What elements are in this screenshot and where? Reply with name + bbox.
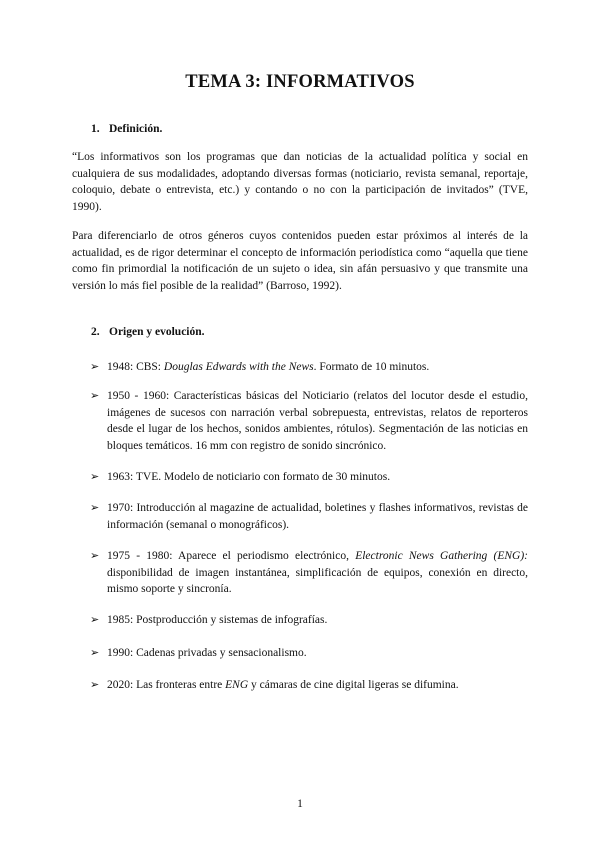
list-item: ➢ 1950 - 1960: Características básicas del Noticiario (relatos del locutor desde el estudio, imágenes de sucesos con narración verbal sobrepuesta, entrevistas, relatos de reporteros desde el lugar de los hechos, sonidos ambientes, rótulos). Segmentación de las noticias en bloques temáticos. 16 mm con registro de sonido sincrónico. (90, 389, 528, 452)
section-title: Origen y evolución. (109, 326, 205, 338)
section-title: Definición. (109, 123, 163, 135)
arrow-right-icon: ➢ (90, 470, 100, 483)
eng-term: Electronic News Gathering (ENG): (355, 550, 529, 562)
section-number: 1. (91, 123, 100, 135)
program-title: Douglas Edwards with the News (163, 361, 314, 373)
context-paragraph: Para diferenciarlo de otros géneros cuyos contenidos pueden estar próximos al interés de la actualidad, es de rigor determinar el concepto de información periodística como “aquella que tiene como fin primordial la notificación de un sujeto o idea, sin afán persuasivo y que transmite una versión lo más fiel posible de la realidad” (Barroso, 1992). (72, 230, 528, 292)
eng-term: ENG (225, 679, 249, 691)
arrow-right-icon: ➢ (90, 613, 100, 626)
list-item: ➢ 1948: CBS: Douglas Edwards with the News. Formato de 10 minutos. (90, 359, 528, 376)
arrow-right-icon: ➢ (90, 389, 100, 402)
arrow-right-icon: ➢ (90, 646, 100, 659)
arrow-right-icon: ➢ (90, 501, 100, 514)
arrow-right-icon: ➢ (90, 678, 100, 691)
section-heading-definicion (91, 121, 162, 138)
document-title: TEMA 3: INFORMATIVOS (185, 72, 415, 92)
section-number: 2. (91, 326, 100, 338)
definition-paragraph: “Los informativos son los programas que dan noticias de la actualidad política y social en cualquiera de sus modalidades, adoptando diversas formas (noticiario, revista semanal, reportaje, coloquio, debate o entrevista, etc.) y contando o no con la participación de invitados” (TVE, 1990). (72, 151, 528, 213)
list-item: ➢ 1975 - 1980: Aparece el periodismo electrónico, Electronic News Gathering (ENG): disponibilidad de imagen instantánea, simplificación de equipos, conexión en directo, mismo soporte y sincronía. (90, 549, 529, 595)
arrow-right-icon: ➢ (90, 549, 100, 562)
list-item: ➢ 1963: TVE. Modelo de noticiario con formato de 30 minutos. (90, 469, 528, 486)
arrow-right-icon: ➢ (90, 360, 100, 373)
list-item: ➢ 1970: Introducción al magazine de actualidad, boletines y flashes informativos, revistas de información (semanal o monográficos). (90, 501, 528, 531)
page-number: 1 (297, 798, 303, 810)
list-item: ➢ 1985: Postproducción y sistemas de infografías. (90, 612, 528, 629)
section-heading-origen (91, 324, 205, 341)
list-item: ➢ 1990: Cadenas privadas y sensacionalismo. (90, 645, 528, 662)
list-item: ➢ 2020: Las fronteras entre ENG y cámaras de cine digital ligeras se difumina. (90, 677, 528, 694)
